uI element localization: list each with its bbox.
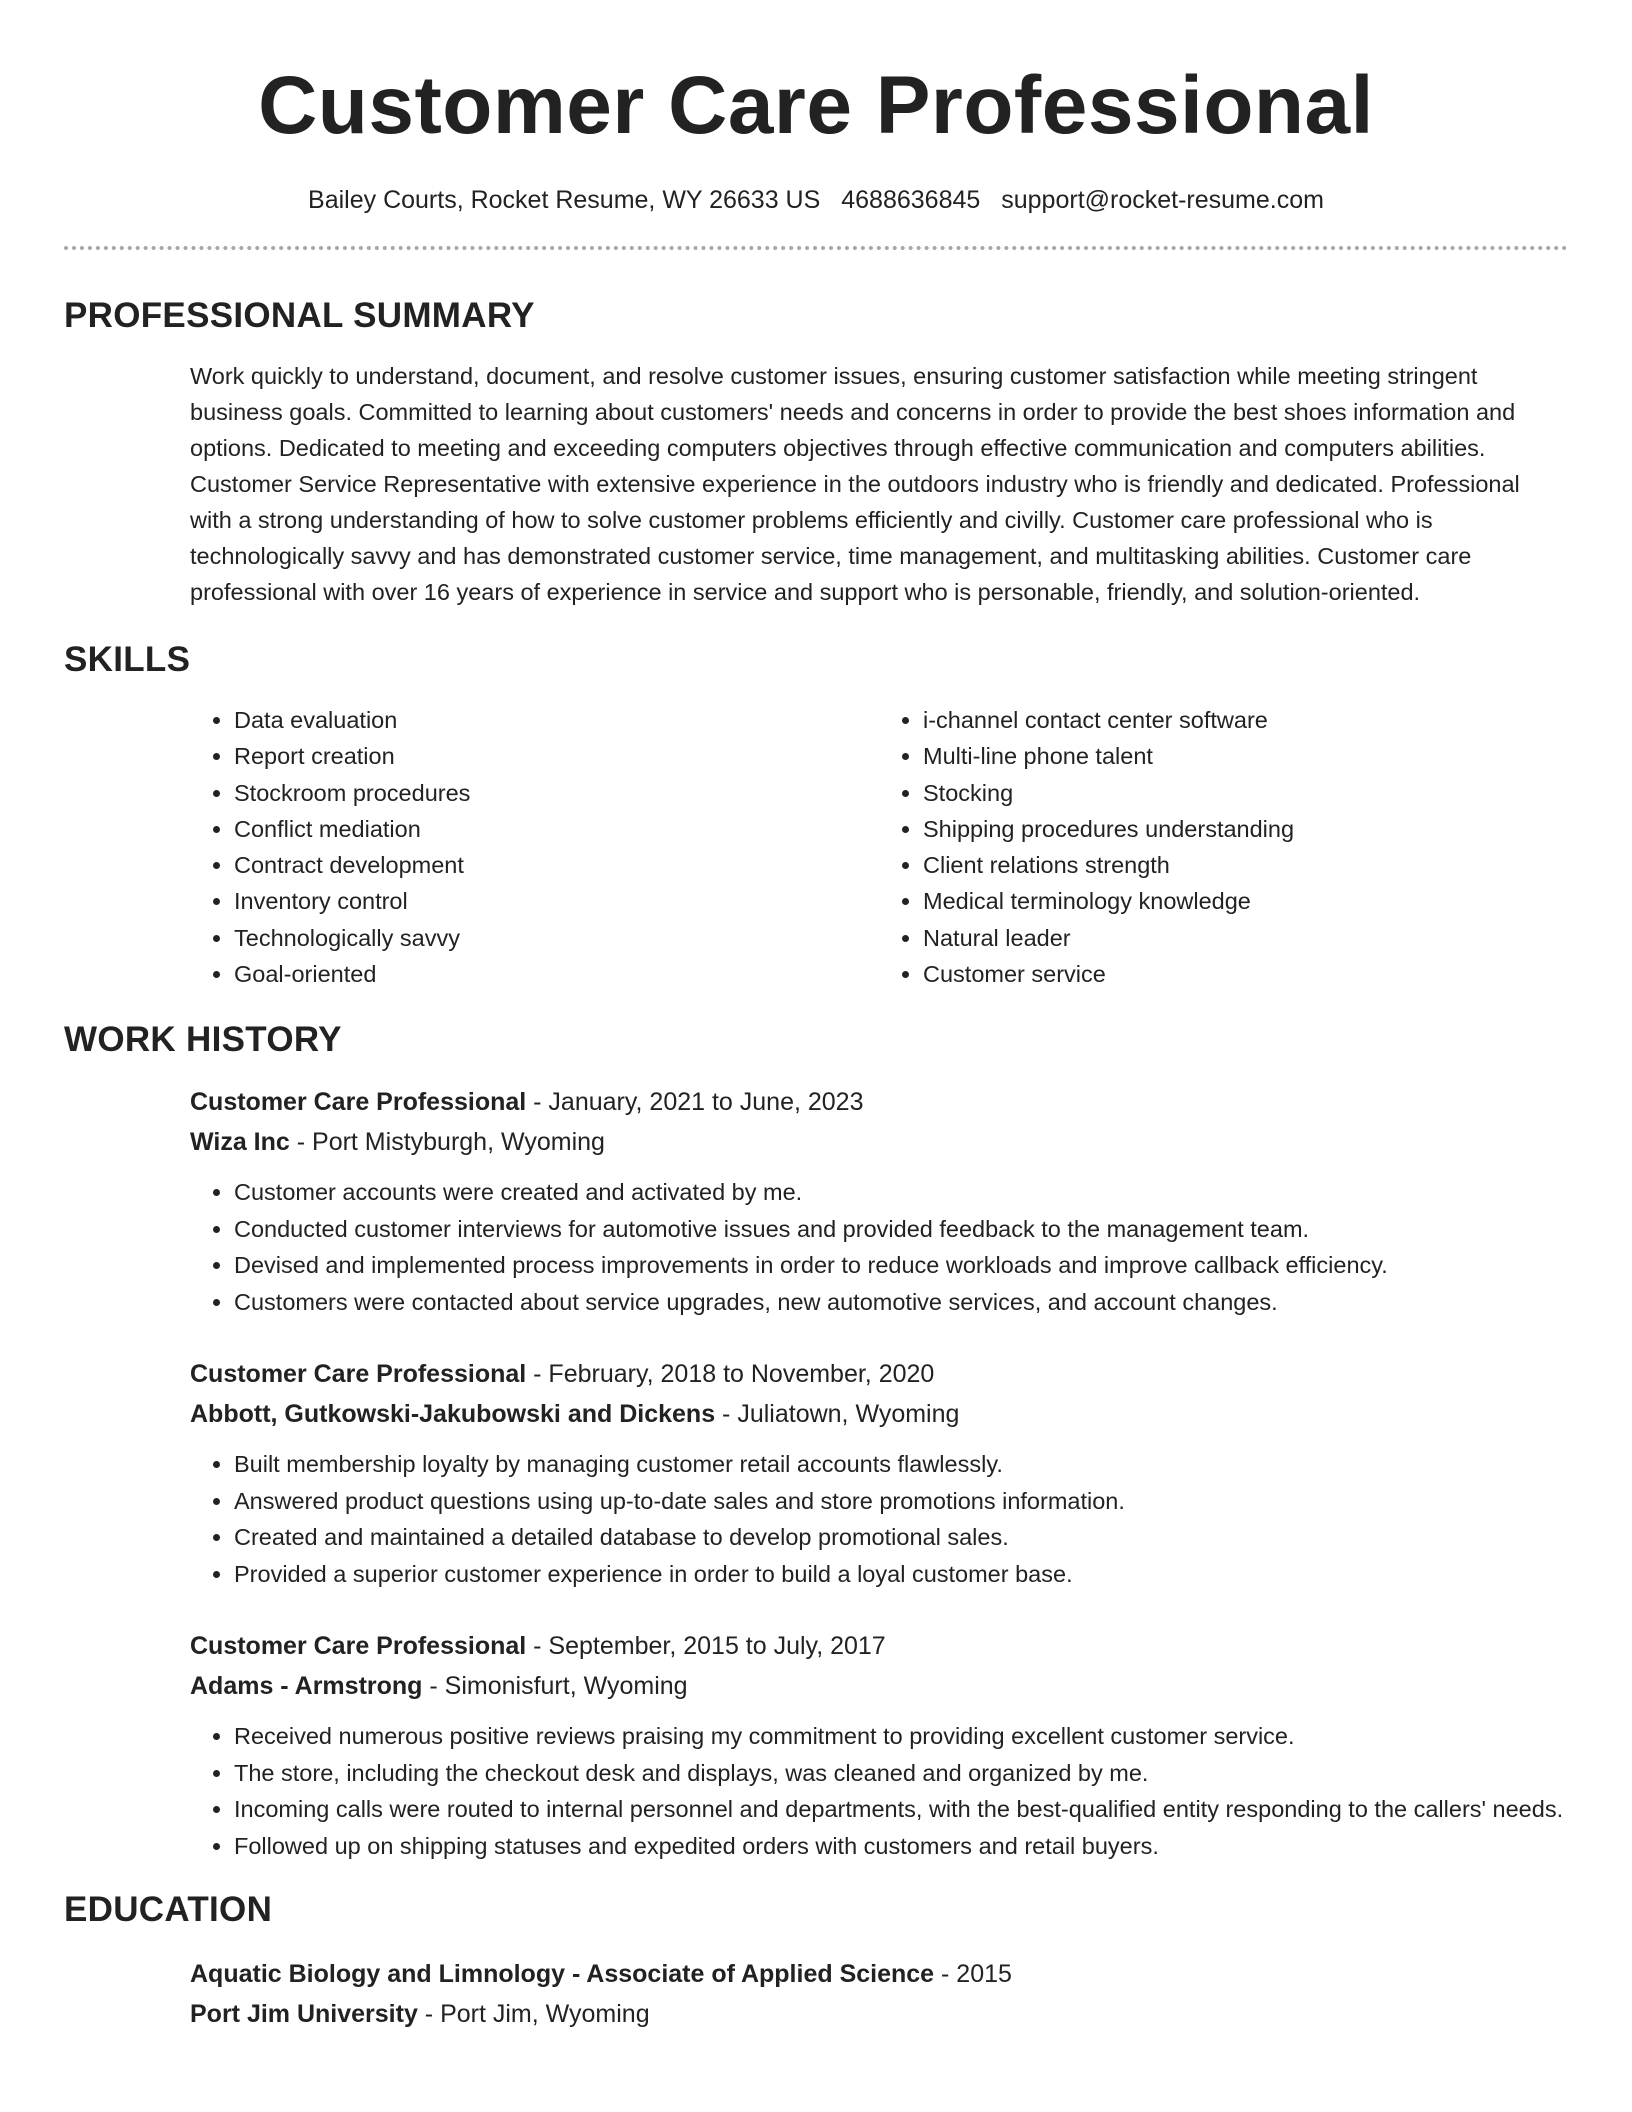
education-school-line: [190, 1994, 1568, 2034]
job-bullets: [190, 1718, 1568, 1864]
job-location: - Simonisfurt, Wyoming: [422, 1672, 688, 1701]
contact-line: [64, 184, 1568, 216]
skill-item: • Report creation: [234, 738, 879, 774]
job-bullet: • Created and maintained a detailed database to develop promotional sales.: [234, 1519, 1568, 1556]
skill-item: • Natural leader: [923, 920, 1568, 956]
skills-list-left: [190, 702, 879, 992]
job-bullet: • Customers were contacted about service upgrades, new automotive services, and account changes.: [234, 1284, 1568, 1321]
skill-item: • i-channel contact center software: [923, 702, 1568, 738]
summary-heading: PROFESSIONAL SUMMARY: [64, 296, 535, 335]
skills-heading: SKILLS: [64, 640, 191, 679]
job-bullet: • Received numerous positive reviews praising my commitment to providing excellent customer service.: [234, 1718, 1568, 1755]
resume-header: [64, 0, 1568, 216]
job-bullet: • Followed up on shipping statuses and expedited orders with customers and retail buyers.: [234, 1828, 1568, 1865]
job-company-line: [190, 1394, 1568, 1434]
skill-item: • Medical terminology knowledge: [923, 883, 1568, 919]
job-entry-2: [190, 1354, 1568, 1592]
job-bullet: • The store, including the checkout desk and displays, was cleaned and organized by me.: [234, 1755, 1568, 1792]
skill-item: • Data evaluation: [234, 702, 879, 738]
contact-phone: 4688636845: [841, 186, 981, 214]
job-company: Abbott, Gutkowski-Jakubowski and Dickens: [190, 1400, 716, 1429]
education-degree-line: [190, 1954, 1568, 1994]
education-heading: EDUCATION: [64, 1890, 273, 1930]
job-entry-1: [190, 1082, 1568, 1320]
education-year: - 2015: [934, 1960, 1012, 1989]
job-bullets: [190, 1174, 1568, 1320]
job-location: - Juliatown, Wyoming: [715, 1400, 960, 1429]
job-location: - Port Mistyburgh, Wyoming: [289, 1128, 605, 1157]
skill-item: • Technologically savvy: [234, 920, 879, 956]
job-role: Customer Care Professional: [190, 1088, 527, 1117]
job-role-line: [190, 1354, 1568, 1394]
job-bullet: • Devised and implemented process improvements in order to reduce workloads and improve callback efficiency.: [234, 1247, 1568, 1284]
job-role: Customer Care Professional: [190, 1632, 527, 1661]
job-company-line: [190, 1666, 1568, 1706]
job-company: Wiza Inc: [190, 1128, 290, 1157]
contact-address: Bailey Courts, Rocket Resume, WY 26633 US: [308, 186, 821, 214]
job-company-line: [190, 1122, 1568, 1162]
contact-email: support@rocket-resume.com: [1001, 186, 1324, 214]
skills-grid: [190, 702, 1568, 992]
skill-item: • Contract development: [234, 847, 879, 883]
skill-item: • Inventory control: [234, 883, 879, 919]
job-role-line: [190, 1082, 1568, 1122]
job-dates: - January, 2021 to June, 2023: [526, 1088, 864, 1117]
education-school: Port Jim University: [190, 2000, 418, 2029]
job-role: Customer Care Professional: [190, 1360, 527, 1389]
skill-item: • Customer service: [923, 956, 1568, 992]
header-divider: [64, 246, 1568, 250]
skill-item: • Conflict mediation: [234, 811, 879, 847]
job-bullets: [190, 1446, 1568, 1592]
job-dates: - February, 2018 to November, 2020: [526, 1360, 935, 1389]
job-entry-3: [190, 1626, 1568, 1864]
education-entry: [190, 1954, 1568, 2034]
job-bullet: • Provided a superior customer experience in order to build a loyal customer base.: [234, 1556, 1568, 1593]
skill-item: • Client relations strength: [923, 847, 1568, 883]
job-company: Adams - Armstrong: [190, 1672, 423, 1701]
education-location: - Port Jim, Wyoming: [417, 2000, 650, 2029]
job-bullet: • Built membership loyalty by managing customer retail accounts flawlessly.: [234, 1446, 1568, 1483]
skill-item: • Stockroom procedures: [234, 775, 879, 811]
job-bullet: • Customer accounts were created and activated by me.: [234, 1174, 1568, 1211]
skill-item: • Shipping procedures understanding: [923, 811, 1568, 847]
skill-item: • Stocking: [923, 775, 1568, 811]
education-degree: Aquatic Biology and Limnology - Associate of Applied Science: [190, 1960, 935, 1989]
skill-item: • Goal-oriented: [234, 956, 879, 992]
candidate-name: Customer Care Professional: [258, 60, 1374, 151]
skills-list-right: [879, 702, 1568, 992]
job-role-line: [190, 1626, 1568, 1666]
job-bullet: • Conducted customer interviews for automotive issues and provided feedback to the management team.: [234, 1211, 1568, 1248]
job-dates: - September, 2015 to July, 2017: [526, 1632, 886, 1661]
job-bullet: • Answered product questions using up-to-date sales and store promotions information.: [234, 1483, 1568, 1520]
summary-text: Work quickly to understand, document, and resolve customer issues, ensuring customer satisfaction while meeting stringent business goals. Committed to learning about customers' needs and concerns in order to provide the best shoes information and options. Dedicated to meeting and exceeding computers objectives through effective communication and computers abilities. Customer Service Representative with extensive experience in the outdoors industry who is friendly and dedicated. Professional with a strong understanding of how to solve customer problems efficiently and civilly. Customer care professional who is technologically savvy and has demonstrated customer service, time management, and multitasking abilities. Customer care professional with over 16 years of experience in service and support who is personable, friendly, and solution-oriented.: [190, 363, 1520, 605]
skill-item: • Multi-line phone talent: [923, 738, 1568, 774]
job-bullet: • Incoming calls were routed to internal personnel and departments, with the best-qualified entity responding to the callers' needs.: [234, 1791, 1568, 1828]
work-history-heading: WORK HISTORY: [64, 1020, 342, 1060]
